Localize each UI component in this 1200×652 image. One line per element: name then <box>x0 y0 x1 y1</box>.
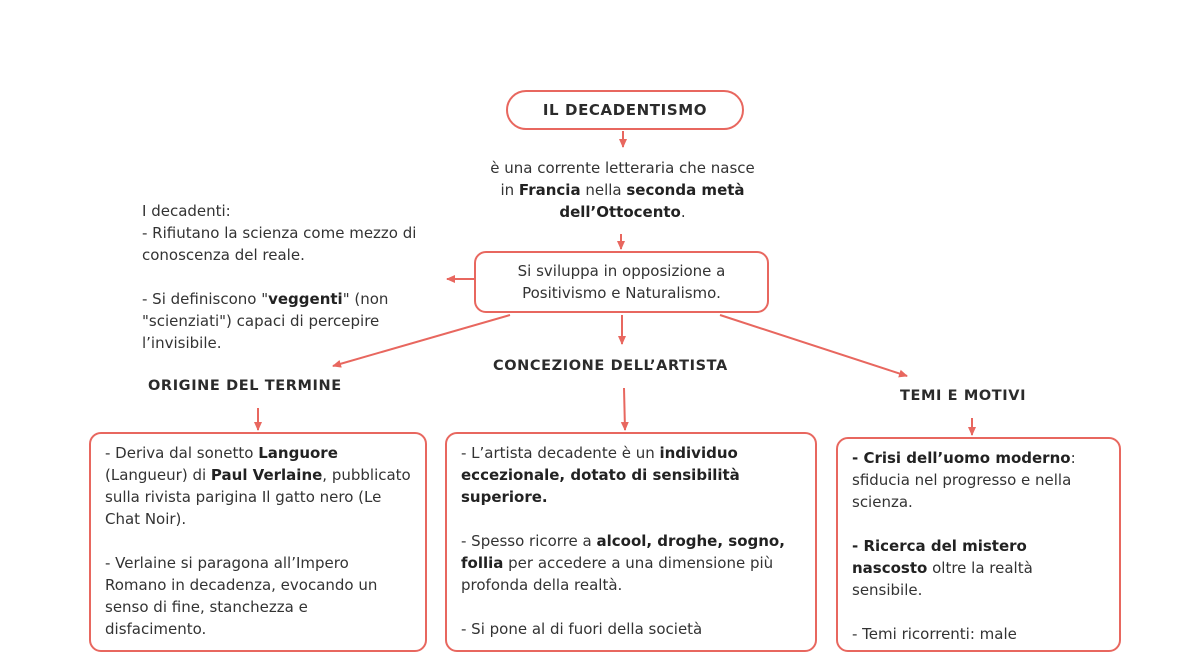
origine-paragraph-1: - Deriva dal sonetto Languore (Langueur) di Paul Verlaine, pubblicato sulla rivista parigina Il gatto nero (Le Chat Noir). <box>105 444 411 528</box>
definition-text <box>420 157 825 223</box>
concezione-paragraph-3: - Si pone al di fuori della società <box>461 620 703 638</box>
origine-box <box>89 432 427 652</box>
opposition-line-2: Positivismo e Naturalismo. <box>522 284 721 302</box>
origine-paragraph-2: - Verlaine si paragona all’Impero Romano in decadenza, evocando un senso di fine, stanchezza e disfacimento. <box>105 554 378 638</box>
temi-paragraph-1: - Crisi dell’uomo moderno: sfiducia nel progresso e nella scienza. <box>852 449 1076 511</box>
definition-line-1: è una corrente letteraria che nasce <box>490 159 755 177</box>
temi-box <box>836 437 1121 652</box>
heading-temi: TEMI E MOTIVI <box>900 388 1027 404</box>
concezione-box <box>445 432 817 652</box>
title-box <box>506 90 744 130</box>
decadents-item-2: - Si definiscono "veggenti" (non "scienziati") capaci di percepire l’invisibile. <box>142 290 389 352</box>
decadents-item-1: - Rifiutano la scienza come mezzo di conoscenza del reale. <box>142 224 417 264</box>
decadents-note <box>142 200 427 354</box>
arrow-concezione-to-box <box>624 388 625 430</box>
temi-paragraph-2: - Ricerca del mistero nascosto oltre la realtà sensibile. <box>852 537 1033 599</box>
decadents-intro: I decadenti: <box>142 202 231 220</box>
concezione-paragraph-2: - Spesso ricorre a alcool, droghe, sogno, follia per accedere a una dimensione più profonda della realtà. <box>461 532 785 594</box>
temi-paragraph-3: - Temi ricorrenti: male <box>852 625 1017 643</box>
heading-origine: ORIGINE DEL TERMINE <box>148 378 342 394</box>
title-text: IL DECADENTISMO <box>542 101 708 119</box>
arrow-to-temi <box>720 315 907 376</box>
definition-line-2: in Francia nella seconda metà <box>500 181 745 199</box>
opposition-line-1: Si sviluppa in opposizione a <box>517 262 726 280</box>
definition-line-3: dell’Ottocento. <box>559 203 686 221</box>
heading-concezione: CONCEZIONE DELL’ARTISTA <box>493 358 728 374</box>
opposition-box <box>474 251 769 313</box>
concezione-paragraph-1: - L’artista decadente è un individuo eccezionale, dotato di sensibilità superiore. <box>461 444 740 506</box>
